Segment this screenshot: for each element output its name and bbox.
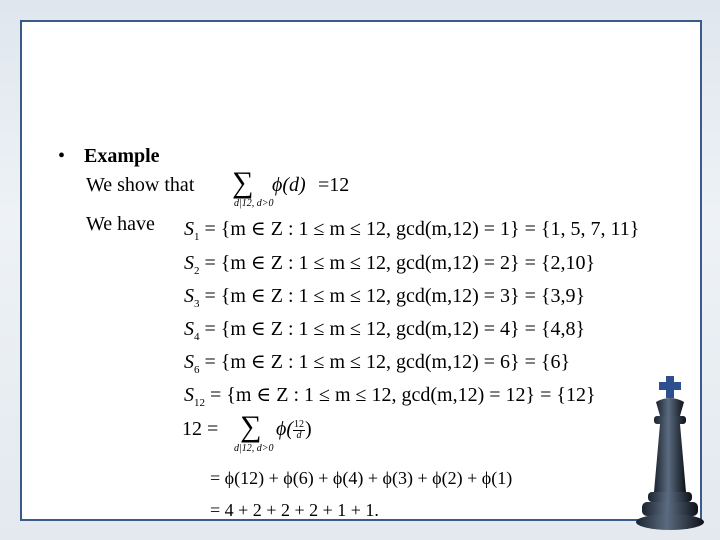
set-name: S: [184, 252, 194, 274]
set-subscript: 6: [194, 364, 200, 376]
set-subscript: 1: [194, 231, 200, 243]
chess-king-icon: [622, 372, 718, 534]
claim-limits: d|12, d>0: [234, 198, 274, 209]
set-subscript: 12: [194, 397, 205, 409]
set-row: [184, 216, 639, 243]
expansion-line-2: = 4 + 2 + 2 + 2 + 1 + 1.: [210, 500, 379, 520]
set-body: = {m ∈ Z : 1 ≤ m ≤ 12, gcd(m,12) = 6} = {6}: [199, 351, 571, 373]
example-heading: Example: [84, 145, 160, 167]
set-name: S: [184, 218, 194, 240]
fraction-12-over-d: [293, 420, 305, 441]
set-subscript: 4: [194, 331, 200, 343]
set-row: [184, 250, 595, 277]
sum-limits: d|12, d>0: [234, 443, 274, 454]
set-name: S: [184, 351, 194, 373]
set-row: [184, 382, 596, 409]
have-prefix: We have: [86, 213, 155, 235]
set-name: S: [184, 285, 194, 307]
set-row: [184, 349, 570, 376]
set-body: = {m ∈ Z : 1 ≤ m ≤ 12, gcd(m,12) = 1} = {1, 5, 7, 11}: [199, 218, 640, 240]
fraction-numerator: 12: [294, 418, 305, 430]
set-subscript: 3: [194, 298, 200, 310]
set-name: S: [184, 318, 194, 340]
fraction-denominator: d: [296, 429, 302, 441]
show-prefix: We show that: [86, 174, 195, 196]
claim-sigma: ∑: [232, 166, 254, 199]
set-body: = {m ∈ Z : 1 ≤ m ≤ 12, gcd(m,12) = 3} = {3,9}: [199, 285, 586, 307]
phi-close: ): [305, 418, 312, 440]
set-body: = {m ∈ Z : 1 ≤ m ≤ 12, gcd(m,12) = 12} = {12}: [205, 384, 596, 406]
set-name: S: [184, 384, 194, 406]
claim-summand: ϕ(d): [272, 174, 306, 196]
set-subscript: 2: [194, 265, 200, 277]
sum-phi-term: [276, 418, 312, 441]
sum-sigma: ∑: [240, 410, 262, 443]
set-row: [184, 283, 585, 310]
set-body: = {m ∈ Z : 1 ≤ m ≤ 12, gcd(m,12) = 4} = {4,8}: [199, 318, 586, 340]
sum-lhs: 12 =: [182, 418, 219, 440]
set-row: [184, 316, 585, 343]
set-body: = {m ∈ Z : 1 ≤ m ≤ 12, gcd(m,12) = 2} = {2,10}: [199, 252, 596, 274]
show-statement: [86, 174, 194, 197]
phi-open: ϕ(: [276, 418, 294, 440]
claim-result: =12: [318, 174, 350, 196]
expansion-line-1: = ϕ(12) + ϕ(6) + ϕ(4) + ϕ(3) + ϕ(2) + ϕ(1): [210, 468, 513, 488]
bullet-marker: •: [58, 145, 66, 167]
